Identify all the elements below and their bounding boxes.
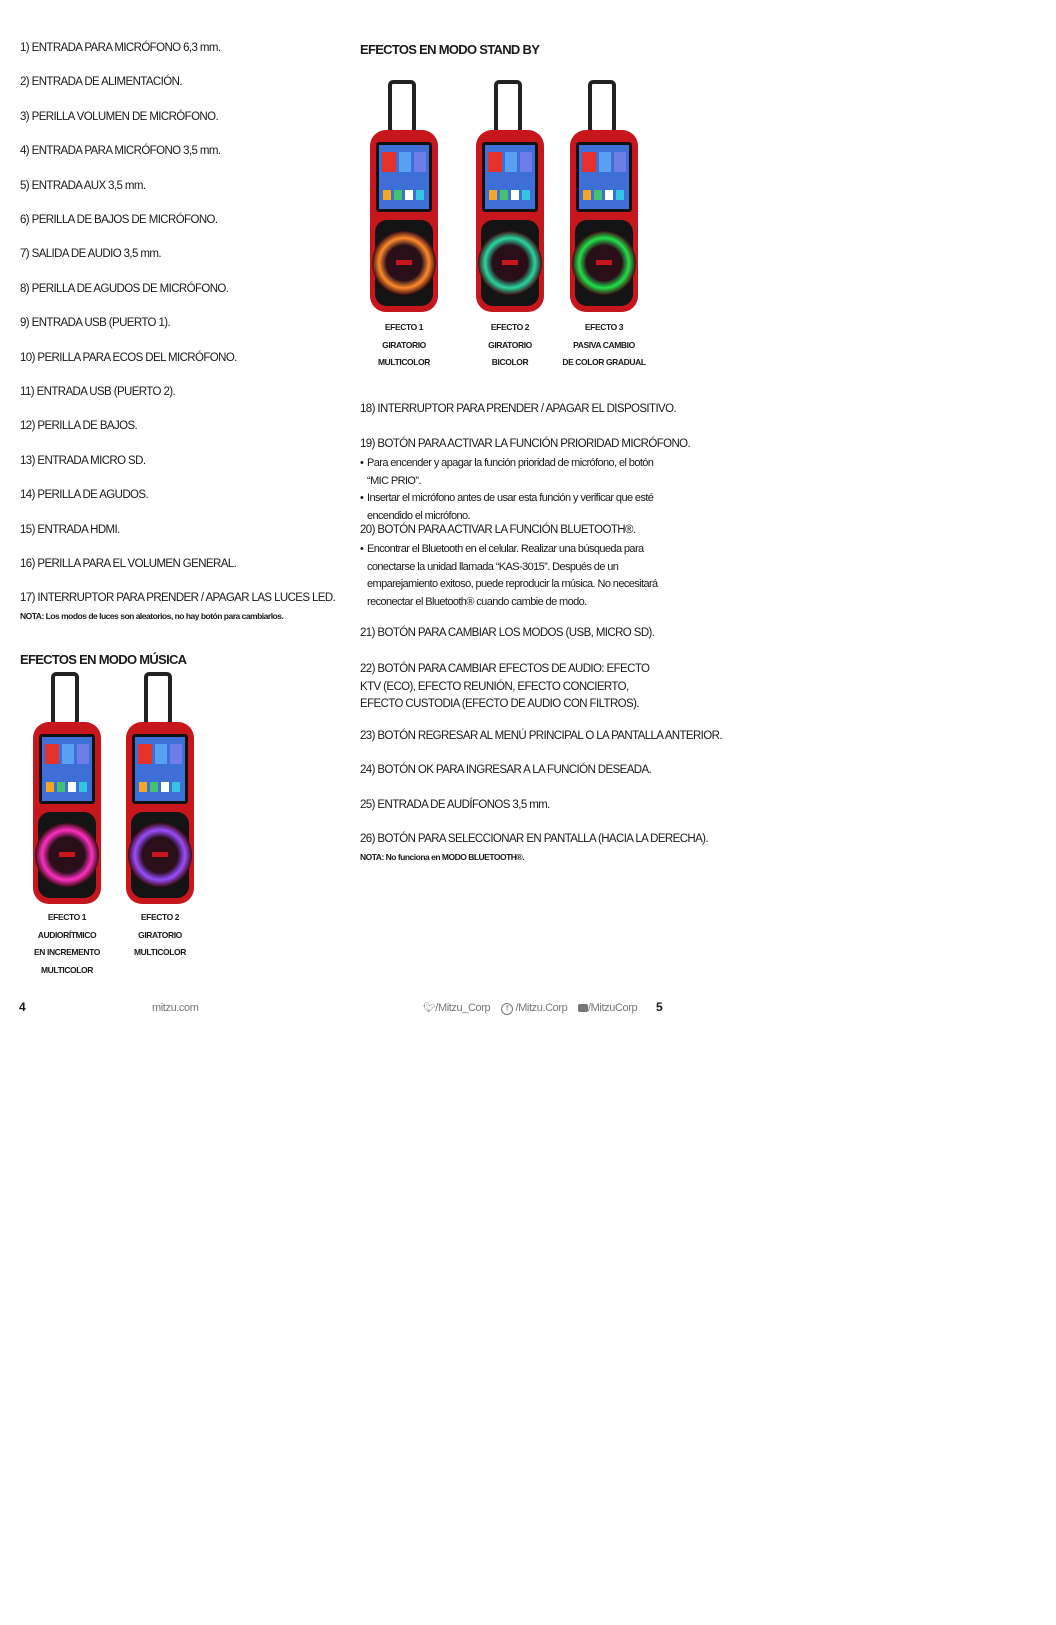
item-25: 25) ENTRADA DE AUDÍFONOS 3,5 mm. [360,799,550,811]
left-item: 15) ENTRADA HDMI. [20,523,120,536]
item-20: 20) BOTÓN PARA ACTIVAR LA FUNCIÓN BLUETOOTH®. [360,524,636,536]
speaker-photo [122,672,198,912]
left-item: 8) PERILLA DE AGUDOS DE MICRÓFONO. [20,282,229,295]
effect-caption-line: EN INCREMENTO [34,947,100,957]
speaker-handle [496,82,520,132]
effect-caption-line: EFECTO 3 [584,322,624,332]
standby-heading: EFECTOS EN MODO STAND BY [360,42,540,57]
effect-caption [460,319,560,372]
left-item: 13) ENTRADA MICRO SD. [20,454,146,467]
left-item: 5) ENTRADA AUX 3,5 mm. [20,179,146,192]
effect-caption-line: GIRATORIO [138,929,182,940]
left-item: 4) ENTRADA PARA MICRÓFONO 3,5 mm. [20,145,221,158]
effect-caption-line: GIRATORIO [488,339,532,350]
youtube-handle: /MitzuCorp [588,1002,638,1014]
item-19: 19) BOTÓN PARA ACTIVAR LA FUNCIÓN PRIORIDAD MICRÓFONO. [360,438,691,450]
footer-social [423,1002,637,1015]
left-item: 9) ENTRADA USB (PUERTO 1). [20,317,171,330]
effect-caption-line: EFECTO 2 [490,322,530,332]
item-21: 21) BOTÓN PARA CAMBIAR LOS MODOS (USB, MICRO SD). [360,627,655,639]
left-item: 14) PERILLA DE AGUDOS. [20,489,149,502]
item-20-bullets [360,541,660,611]
effect-caption-line: BICOLOR [491,357,529,367]
facebook-icon: f [501,1003,513,1015]
footer-site: mitzu.com [152,1002,199,1014]
left-item: 1) ENTRADA PARA MICRÓFONO 6,3 mm. [20,42,221,54]
twitter-handle: /Mitzu_Corp [435,1002,491,1014]
youtube-icon [578,1004,588,1012]
speaker-photo [366,80,442,320]
speaker-image [29,672,105,907]
effect-caption [17,909,117,979]
effect-caption [110,909,210,962]
speaker-handle [146,674,170,724]
page-number-right: 5 [656,1000,663,1014]
left-item: 16) PERILLA PARA EL VOLUMEN GENERAL. [20,558,237,570]
speaker-handle [53,674,77,724]
speaker-image [566,80,642,315]
page-number-left: 4 [19,1000,26,1014]
effect-caption-line: DE COLOR GRADUAL [562,357,646,367]
bullet-1: • Para encender y apagar la función prioridad de micrófono, el botón “MIC PRIO”. [360,457,654,487]
effect-caption [354,319,454,372]
left-item: 2) ENTRADA DE ALIMENTACIÓN. [20,76,182,89]
effect-caption-line: MULTICOLOR [133,947,187,957]
item-23: 23) BOTÓN REGRESAR AL MENÚ PRINCIPAL O LA PANTALLA ANTERIOR. [360,730,722,742]
speaker-handle [390,82,414,132]
speaker-photo [472,80,548,320]
speaker-image [122,672,198,907]
left-item: 12) PERILLA DE BAJOS. [20,420,138,433]
item-24: 24) BOTÓN OK PARA INGRESAR A LA FUNCIÓN DESEADA. [360,764,652,776]
bullet-2: • Insertar el micrófono antes de usar esta función y verificar que esté encendido el micrófono. [360,492,654,522]
speaker-image [472,80,548,315]
left-item: 11) ENTRADA USB (PUERTO 2). [20,386,176,398]
speaker-handle [590,82,614,132]
speaker-image [366,80,442,315]
item-19-bullets [360,455,660,525]
effect-caption-line: GIRATORIO [382,339,426,350]
musica-heading: EFECTOS EN MODO MÚSICA [20,652,187,667]
bullet-3: • Encontrar el Bluetooth en el celular. Realizar una búsqueda para conectarse la unidad llamada “KAS-3015”. Después de un emparejamiento exitoso, puede reproducir la música. No necesitará reconectar el Bluetooth® cuando cambie de modo. [360,543,658,608]
left-item: 17) INTERRUPTOR PARA PRENDER / APAGAR LAS LUCES LED. [20,592,336,605]
effect-caption-line: MULTICOLOR [377,357,431,367]
effect-caption-line: AUDIORÍTMICO [37,929,97,940]
effect-caption-line: EFECTO 1 [384,322,424,332]
item-18: 18) INTERRUPTOR PARA PRENDER / APAGAR EL DISPOSITIVO. [360,403,677,415]
effect-caption-line: PASIVA CAMBIO [573,339,635,350]
twitter-icon: 🐦︎ [423,1003,436,1014]
item-22: 22) BOTÓN PARA CAMBIAR EFECTOS DE AUDIO: EFECTO KTV (ECO), EFECTO REUNIÓN, EFECTO CONCIERTO, EFECTO CUSTODIA (EFECTO DE AUDIO CON FILTROS). [360,663,650,710]
effect-caption-line: EFECTO 1 [47,912,87,922]
speaker-photo [29,672,105,912]
left-item: 10) PERILLA PARA ECOS DEL MICRÓFONO. [20,351,237,364]
left-item: 7) SALIDA DE AUDIO 3,5 mm. [20,248,161,261]
effect-caption-line: EFECTO 2 [140,912,180,922]
effect-caption [554,319,654,372]
left-item: 6) PERILLA DE BAJOS DE MICRÓFONO. [20,214,218,226]
speaker-photo [566,80,642,320]
right-nota: NOTA: No funciona en MODO BLUETOOTH®. [360,852,525,862]
facebook-handle: /Mitzu.Corp [515,1002,568,1014]
item-26: 26) BOTÓN PARA SELECCIONAR EN PANTALLA (HACIA LA DERECHA). [360,833,709,845]
effect-caption-line: MULTICOLOR [40,964,94,975]
left-item: 3) PERILLA VOLUMEN DE MICRÓFONO. [20,110,219,123]
left-nota: NOTA: Los modos de luces son aleatorios, no hay botón para cambiarlos. [20,611,284,621]
